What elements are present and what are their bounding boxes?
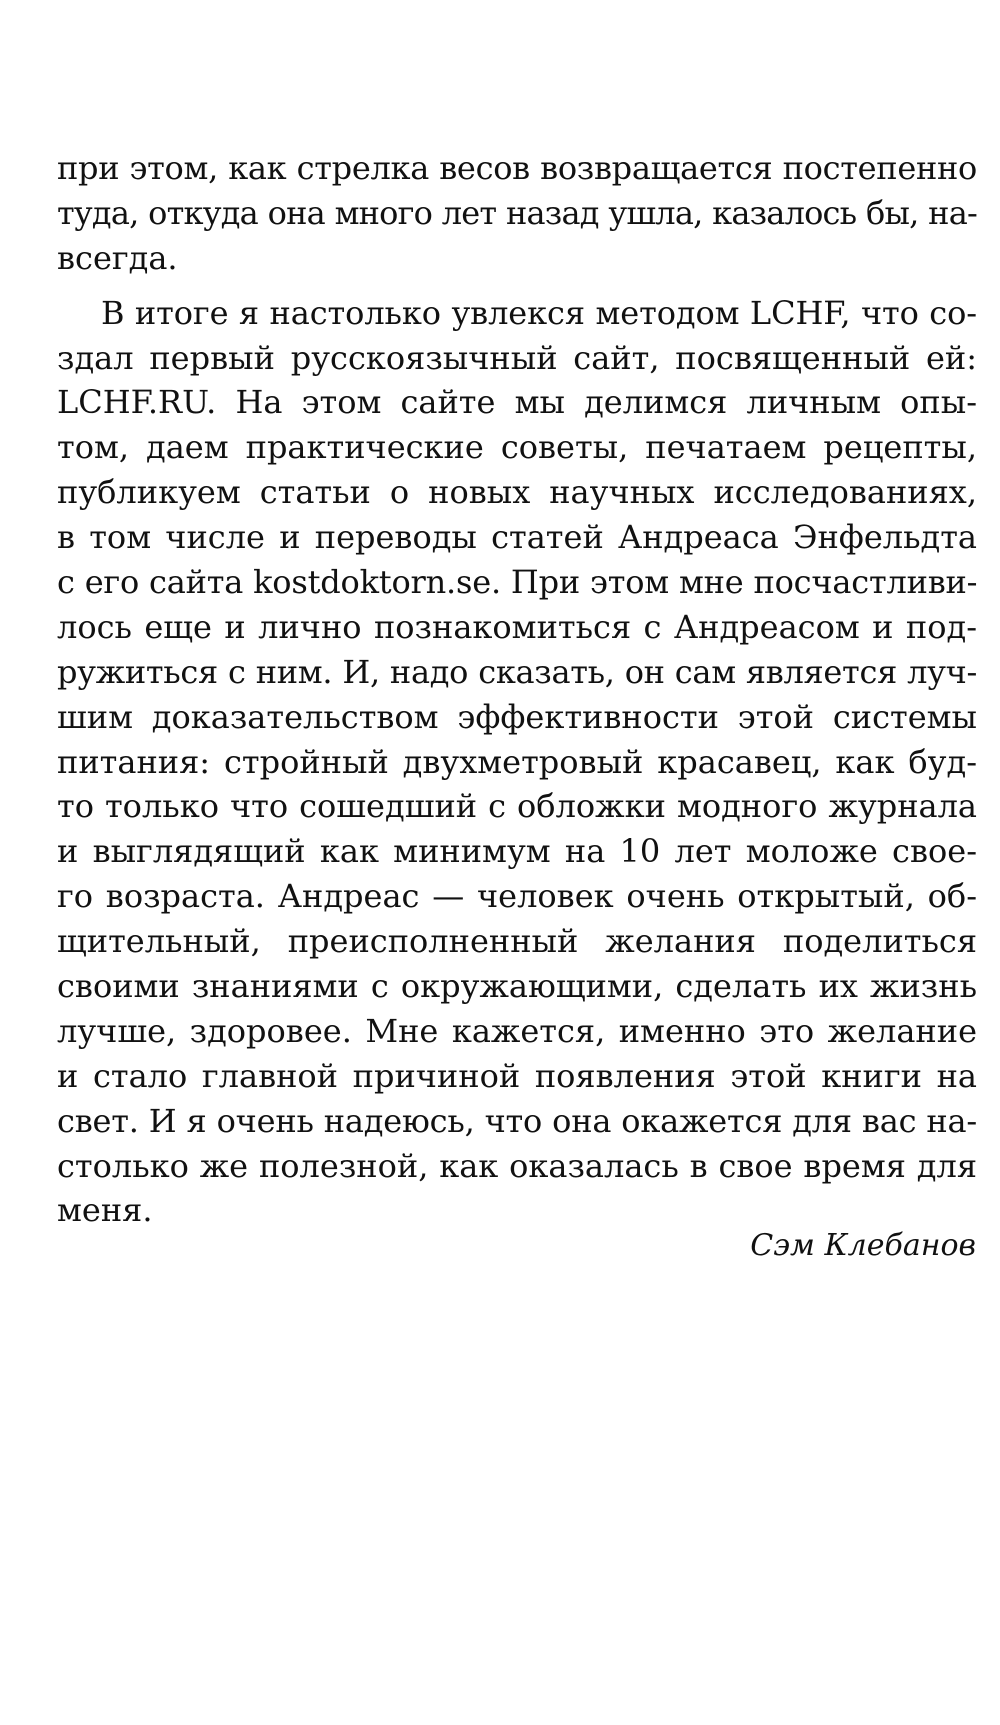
text-line: при этом, как стрелка весов возвращается постепенно xyxy=(57,149,977,187)
text-line: го возраста. Андреас — человек очень открытый, об- xyxy=(57,877,977,916)
text-line: лось еще и лично познакомиться с Андреасом и под- xyxy=(57,607,977,646)
paragraph-2 xyxy=(57,291,977,1234)
text-line: питания: стройный двухметровый красавец, как буд- xyxy=(57,742,977,781)
text-line: всегда. xyxy=(57,238,178,277)
text-line: меня. xyxy=(57,1191,153,1230)
text-line: в том числе и переводы статей Андреаса Энфельдта xyxy=(57,518,977,557)
text-line: и стало главной причиной появления этой книги на xyxy=(57,1056,977,1095)
text-line: щительный, преисполненный желания поделиться xyxy=(57,922,977,961)
text-line: шим доказательством эффективности этой системы xyxy=(57,697,977,736)
text-line: лучше, здоровее. Мне кажется, именно это желание xyxy=(57,1011,977,1050)
body-text xyxy=(57,146,977,1233)
text-line: то только что сошедший с обложки модного журнала xyxy=(57,787,977,826)
text-line: В итоге я настолько увлекся методом LCHF, что со- xyxy=(101,293,977,332)
text-line: ружиться с ним. И, надо сказать, он сам является луч- xyxy=(57,652,977,691)
author-signature: Сэм Клебанов xyxy=(750,1228,976,1263)
text-line: свет. И я очень надеюсь, что она окажется для вас на- xyxy=(57,1101,977,1140)
text-line: своими знаниями с окружающими, сделать их жизнь xyxy=(57,967,977,1006)
paragraph-1 xyxy=(57,146,977,281)
text-line: с его сайта kostdoktorn.se. При этом мне посчастливи- xyxy=(57,563,978,602)
text-line: LCHF.RU. На этом сайте мы делимся личным опы- xyxy=(57,383,977,422)
text-line: туда, откуда она много лет назад ушла, казалось бы, на- xyxy=(57,193,977,232)
text-line: том, даем практические советы, печатаем рецепты, xyxy=(57,428,977,467)
paragraph-gap xyxy=(57,281,977,291)
text-line: и выглядящий как минимум на 10 лет моложе свое- xyxy=(57,832,977,871)
text-line: столько же полезной, как оказалась в свое время для xyxy=(57,1146,977,1185)
text-line: публикуем статьи о новых научных исследованиях, xyxy=(57,473,977,512)
text-line: здал первый русскоязычный сайт, посвященный ей: xyxy=(57,338,977,377)
